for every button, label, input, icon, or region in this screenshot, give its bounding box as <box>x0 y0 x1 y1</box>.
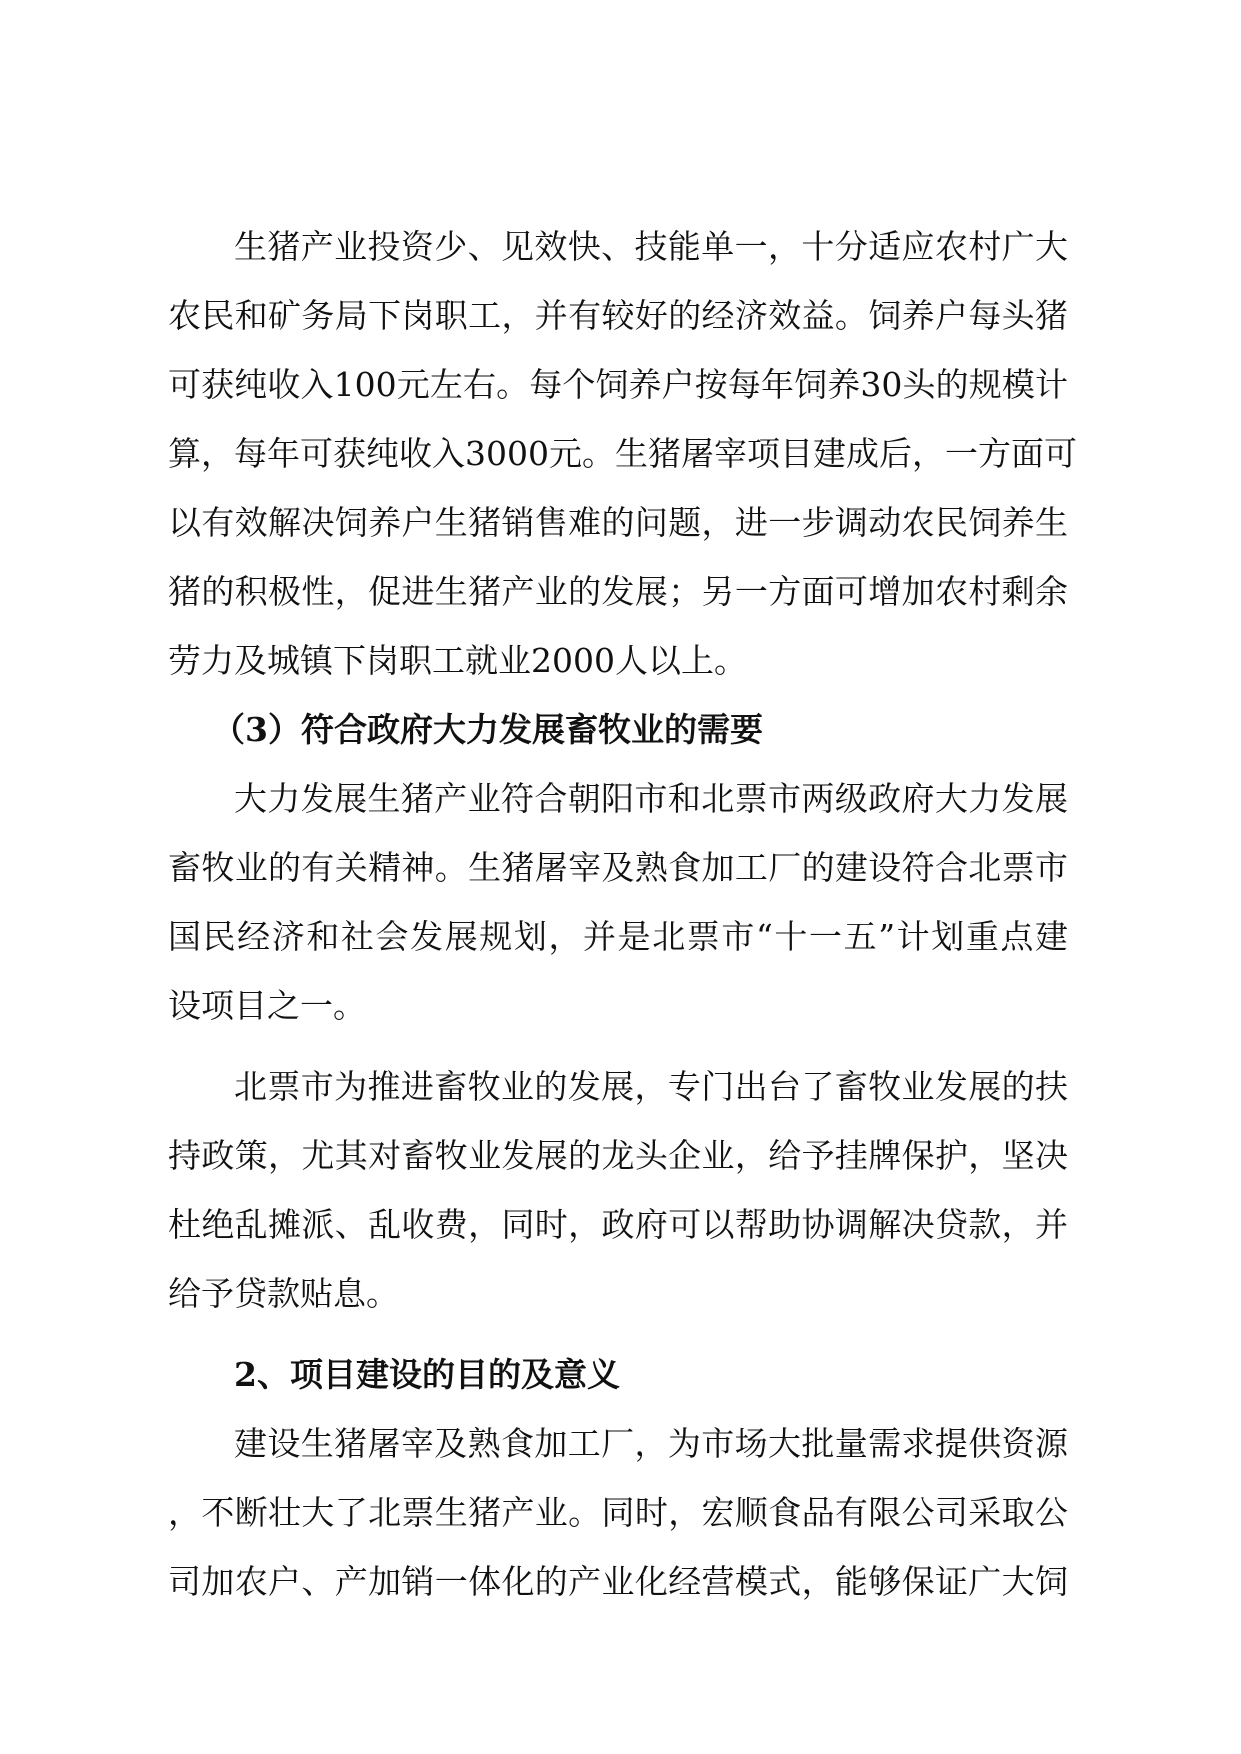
paragraph-income <box>168 212 1077 695</box>
paragraph-line: 设项目之一。 <box>168 986 366 1025</box>
paragraph-line: 建设生猪屠宰及熟食加工厂，为市场大批量需求提供资源 <box>234 1424 1068 1463</box>
section-heading-2: 2、项目建设的目的及意义 <box>234 1355 620 1394</box>
document-page <box>168 212 1077 1616</box>
paragraph-policy <box>168 764 1068 1040</box>
paragraph-line: 算，每年可获纯收入3000元。生猪屠宰项目建成后，一方面可 <box>168 434 1077 473</box>
paragraph-line: 生猪产业投资少、见效快、技能单一，十分适应农村广大 <box>234 227 1068 266</box>
paragraph-line: 北票市为推进畜牧业的发展，专门出台了畜牧业发展的扶 <box>234 1067 1068 1106</box>
paragraph-line: 大力发展生猪产业符合朝阳市和北票市两级政府大力发展 <box>234 779 1068 818</box>
paragraph-line: 劳力及城镇下岗职工就业2000人以上。 <box>168 641 747 680</box>
paragraph-line: 农民和矿务局下岗职工，并有较好的经济效益。饲养户每头猪 <box>168 296 1068 335</box>
paragraph-support <box>168 1052 1068 1328</box>
section-heading-3: （3）符合政府大力发展畜牧业的需要 <box>212 710 763 749</box>
paragraph-line: 国民经济和社会发展规划，并是北票市“十一五”计划重点建 <box>168 917 1068 956</box>
paragraph-line: 可获纯收入100元左右。每个饲养户按每年饲养30头的规模计 <box>168 365 1068 404</box>
paragraph-line: 以有效解决饲养户生猪销售难的问题，进一步调动农民饲养生 <box>168 503 1068 542</box>
paragraph-line: 持政策，尤其对畜牧业发展的龙头企业，给予挂牌保护，坚决 <box>168 1136 1068 1175</box>
paragraph-line: ，不断壮大了北票生猪产业。同时，宏顺食品有限公司采取公 <box>168 1493 1068 1532</box>
paragraph-line: 司加农户、产加销一体化的产业化经营模式，能够保证广大饲 <box>168 1562 1068 1601</box>
paragraph-line: 畜牧业的有关精神。生猪屠宰及熟食加工厂的建设符合北票市 <box>168 848 1068 887</box>
paragraph-line: 给予贷款贴息。 <box>168 1274 399 1313</box>
paragraph-purpose <box>168 1409 1068 1616</box>
paragraph-line: 猪的积极性，促进生猪产业的发展；另一方面可增加农村剩余 <box>168 572 1068 611</box>
paragraph-line: 杜绝乱摊派、乱收费，同时，政府可以帮助协调解决贷款，并 <box>168 1205 1068 1244</box>
